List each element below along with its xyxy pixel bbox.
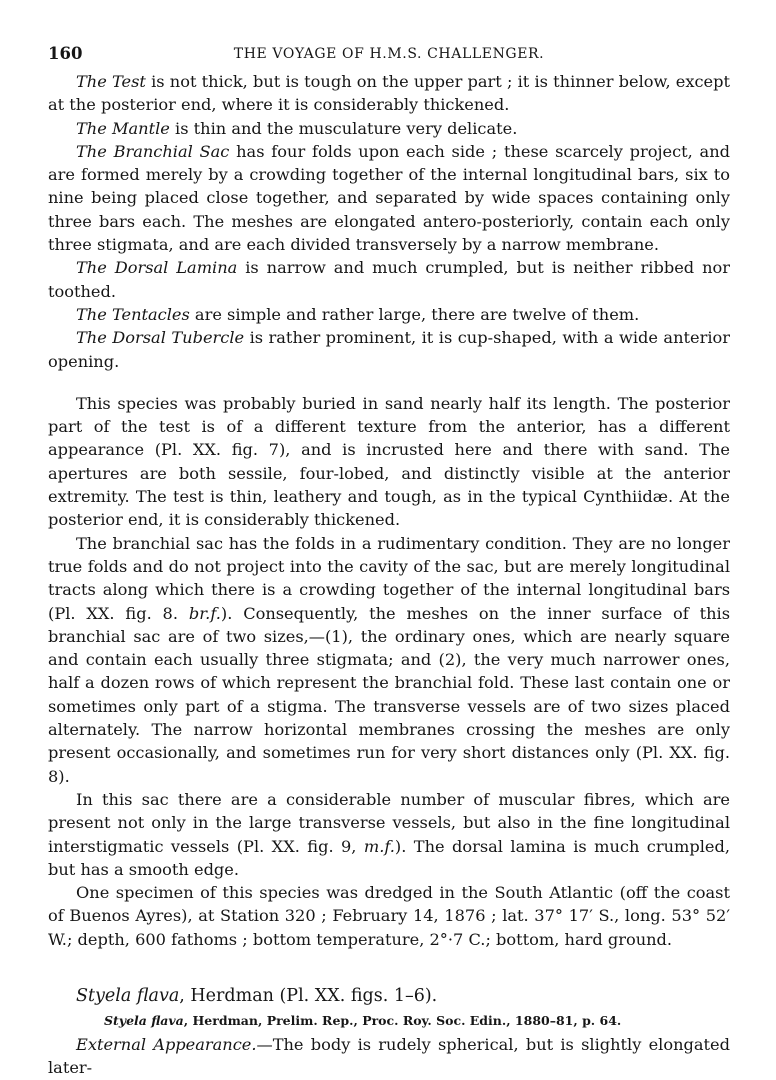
tentacles-paragraph	[48, 303, 730, 326]
figure-ref: br.f.	[188, 603, 221, 623]
dorsal-lamina-label: The Dorsal Lamina	[76, 258, 238, 278]
remarks-paragraph	[48, 532, 730, 788]
external-appearance-paragraph	[48, 1033, 730, 1080]
dorsal-tubercle-label: The Dorsal Tubercle	[76, 328, 245, 348]
external-appearance-text: —The body is rudely spherical, but is slightly elongated later-	[48, 1034, 730, 1078]
dorsal-tubercle-text: is rather prominent, it is cup-shaped, with a wide anterior opening.	[48, 328, 730, 371]
running-head	[48, 44, 730, 70]
dorsal-lamina-paragraph	[48, 256, 730, 303]
remarks-text: ). Consequently, the meshes on the inner surface of this branchial sac are of two sizes,—(1), the ordinary ones, which are nearly square and contain each usually three stigmata; and (2), the very much narrower ones, half a dozen rows of which represent the branchial fold. These last contain one or sometimes only part of a stigma. The transverse vessels are of two sizes placed alternately. The narrow horizontal membranes crossing the meshes are only present occasionally, and sometimes run for very short distances only (Pl. XX. fig. 8).	[48, 603, 731, 786]
station-paragraph: One specimen of this species was dredged in the South Atlantic (off the coast of Buenos Ayres), at Station 320 ; February 14, 1876 ; lat. 37° 17′ S., long. 53° 52′ W.; depth, 600 fathoms ; bottom temperature, 2°·7 C.; bottom, hard ground.	[48, 883, 730, 949]
remarks-text: ). The dorsal lamina is much crumpled, but has a smooth edge.	[48, 836, 730, 879]
species-reference-rest: , Herdman, Prelim. Rep., Proc. Roy. Soc. Edin., 1880–81, p. 64.	[183, 1012, 622, 1028]
test-paragraph	[48, 70, 730, 117]
remarks-section	[48, 392, 730, 951]
remarks-paragraph: This species was probably buried in sand nearly half its length. The posterior part of the test is of a different texture from the anterior, has a different appearance (Pl. XX. fig. 7), and is incrusted here and there with sand. The apertures are both sessile, four-lobed, and distinctly visible at the anterior extremity. The test is thin, leathery and tough, as in the typical Cynthiidæ. At the posterior end, it is considerably thickened.	[48, 393, 730, 530]
figure-ref: m.f.	[363, 836, 395, 856]
anatomy-description	[48, 70, 730, 373]
running-title: THE VOYAGE OF H.M.S. CHALLENGER.	[233, 46, 545, 62]
section-gap	[48, 951, 730, 984]
remarks-paragraph	[48, 788, 730, 881]
mantle-paragraph	[48, 117, 730, 140]
species-section	[48, 984, 730, 1080]
test-text: is not thick, but is tough on the upper part ; it is thinner below, except at the posterior end, where it is considerably thickened.	[48, 72, 730, 115]
species-heading-rest: , Herdman (Pl. XX. figs. 1–6).	[179, 985, 438, 1006]
species-heading	[48, 984, 730, 1008]
test-label: The Test	[76, 72, 146, 91]
tentacles-text: are simple and rather large, there are twelve of them.	[189, 304, 640, 324]
species-reference-name: Styela flava	[104, 1012, 184, 1028]
external-appearance-label: External Appearance.	[76, 1034, 257, 1054]
branchial-sac-text: has four folds upon each side ; these scarcely project, and are formed merely by a crowding together of the internal longitudinal bars, six to nine being placed close together, and separated by wide spaces containing only three bars each. The meshes are elongated antero-posteriorly, contain each only three stigmata, and are each divided transversely by a narrow membrane.	[48, 141, 730, 255]
page	[48, 44, 730, 1080]
section-gap	[48, 373, 730, 392]
tentacles-label: The Tentacles	[76, 304, 190, 324]
mantle-text: is thin and the musculature very delicate.	[169, 118, 518, 138]
branchial-sac-paragraph	[48, 140, 730, 256]
remarks-text: The branchial sac has the folds in a rudimentary condition. They are no longer true folds and do not project into the cavity of the sac, but are merely longitudinal tracts along which there is a crowding together of the internal longitudinal bars (Pl. XX. fig. 8.	[48, 533, 730, 623]
page-number: 160	[48, 44, 83, 63]
species-name: Styela flava	[76, 985, 180, 1006]
remarks-text: In this sac there are a considerable number of muscular fibres, which are present not only in the large transverse vessels, but also in the fine longitudinal interstigmatic vessels (Pl. XX. fig. 9,	[48, 789, 730, 856]
species-reference	[48, 1011, 730, 1031]
dorsal-lamina-text: is narrow and much crumpled, but is neither ribbed nor toothed.	[48, 258, 730, 301]
mantle-label: The Mantle	[76, 118, 170, 138]
branchial-sac-label: The Branchial Sac	[76, 141, 230, 161]
dorsal-tubercle-paragraph	[48, 326, 730, 373]
